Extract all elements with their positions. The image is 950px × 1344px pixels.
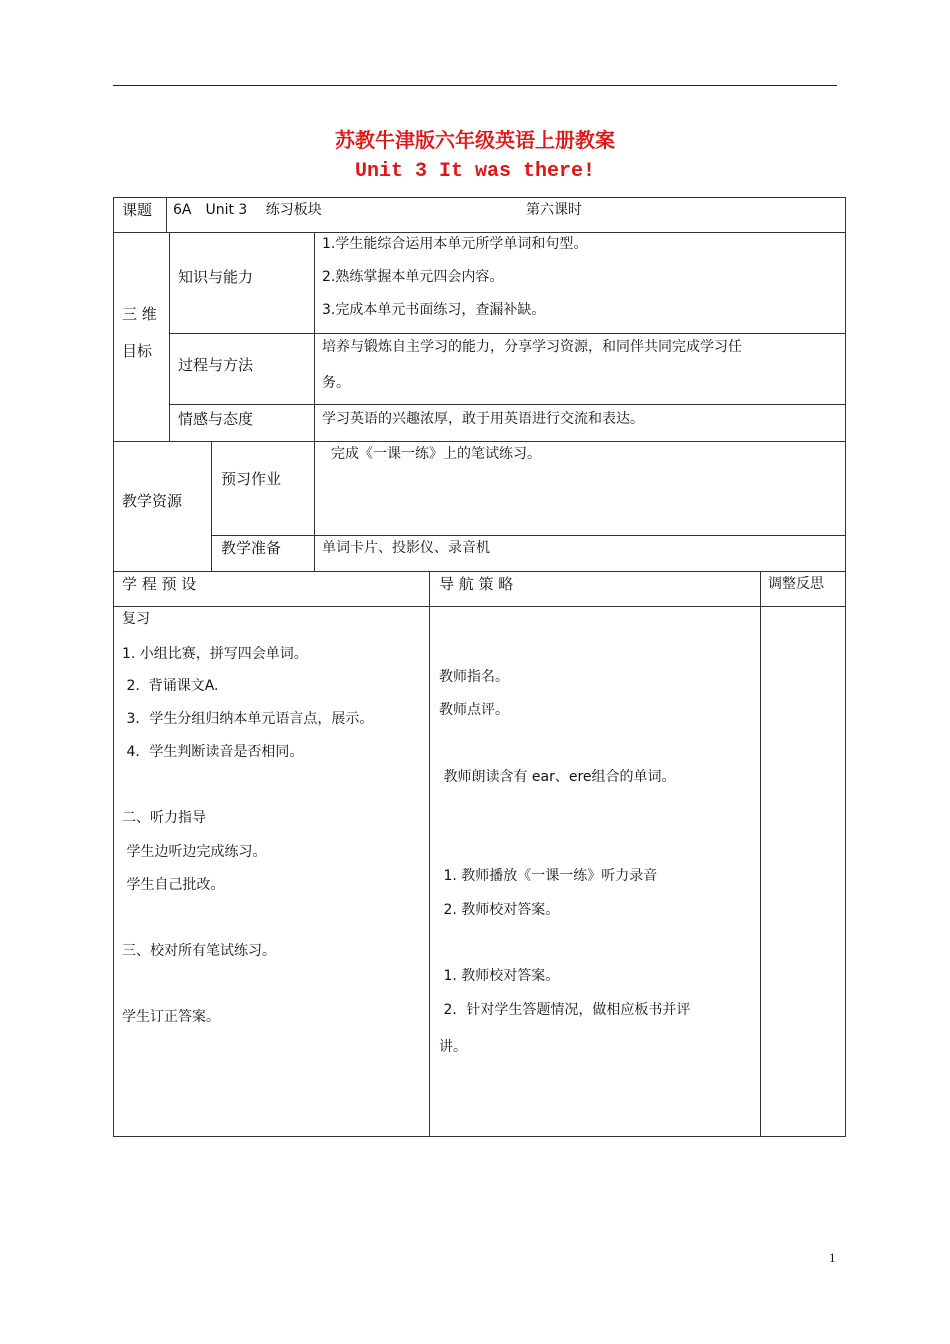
page-number: 1 bbox=[829, 1250, 836, 1265]
strategy-line: 教师朗读含有 ear、ere组合的单词。 bbox=[439, 769, 676, 785]
plan-line: 学生自己批改。 bbox=[122, 877, 225, 893]
plan-line: 二、听力指导 bbox=[122, 810, 206, 826]
topic-value: 6A Unit 3 练习板块 bbox=[173, 202, 322, 218]
plan-line: 1. 小组比赛，拼写四会单词。 bbox=[122, 646, 308, 662]
resources-label: 教学资源 bbox=[122, 492, 183, 510]
strategy-line: 2. 教师校对答案。 bbox=[439, 902, 560, 918]
process-line: 务。 bbox=[322, 375, 350, 391]
lesson-number: 第六课时 bbox=[526, 202, 582, 218]
emotion-text: 学习英语的兴趣浓厚，敢于用英语进行交流和表达。 bbox=[322, 411, 644, 427]
strategy-line: 2．针对学生答题情况，做相应板书并评 bbox=[439, 1002, 691, 1018]
emotion-label: 情感与态度 bbox=[178, 410, 254, 428]
col-header-reflection: 调整反思 bbox=[768, 576, 824, 592]
strategy-line: 1. 教师校对答案。 bbox=[439, 968, 560, 984]
plan-line: 复习 bbox=[122, 611, 150, 627]
preview-text: 完成《一课一练》上的笔试练习。 bbox=[331, 446, 541, 462]
knowledge-item: 3.完成本单元书面练习，查漏补缺。 bbox=[322, 302, 546, 318]
plan-line: 3．学生分组归纳本单元语言点，展示。 bbox=[122, 711, 374, 727]
plan-line: 2. 背诵课文A. bbox=[122, 678, 219, 694]
strategy-line: 教师点评。 bbox=[439, 702, 509, 718]
header-rule bbox=[113, 85, 837, 86]
reflection-body-cell bbox=[760, 606, 846, 1137]
col-header-strategy: 导 航 策 略 bbox=[439, 575, 514, 593]
goals-label-line-1: 三 维 bbox=[122, 305, 157, 323]
prep-label: 教学准备 bbox=[221, 539, 282, 557]
strategy-line: 教师指名。 bbox=[439, 669, 509, 685]
strategy-line: 讲。 bbox=[439, 1039, 467, 1055]
prep-text: 单词卡片、投影仪、录音机 bbox=[322, 540, 490, 556]
process-line: 培养与锻炼自主学习的能力，分享学习资源，和同伴共同完成学习任 bbox=[322, 339, 742, 355]
strategy-line: 1. 教师播放《一课一练》听力录音 bbox=[439, 868, 658, 884]
knowledge-item: 2.熟练掌握本单元四会内容。 bbox=[322, 269, 504, 285]
process-label: 过程与方法 bbox=[178, 356, 254, 374]
plan-line: 三、校对所有笔试练习。 bbox=[122, 943, 276, 959]
document-title: 苏教牛津版六年级英语上册教案 bbox=[335, 128, 615, 152]
preview-label: 预习作业 bbox=[221, 470, 282, 488]
col-header-plan: 学 程 预 设 bbox=[122, 575, 197, 593]
plan-line: 学生边听边完成练习。 bbox=[122, 844, 267, 860]
plan-line: 4．学生判断读音是否相同。 bbox=[122, 744, 304, 760]
knowledge-item: 1.学生能综合运用本单元所学单词和句型。 bbox=[322, 236, 588, 252]
document-subtitle: Unit 3 It was there! bbox=[354, 160, 596, 183]
goals-label-line-2: 目标 bbox=[122, 342, 153, 360]
knowledge-label: 知识与能力 bbox=[178, 268, 254, 286]
topic-label: 课题 bbox=[122, 201, 153, 219]
plan-line: 学生订正答案。 bbox=[122, 1009, 220, 1025]
